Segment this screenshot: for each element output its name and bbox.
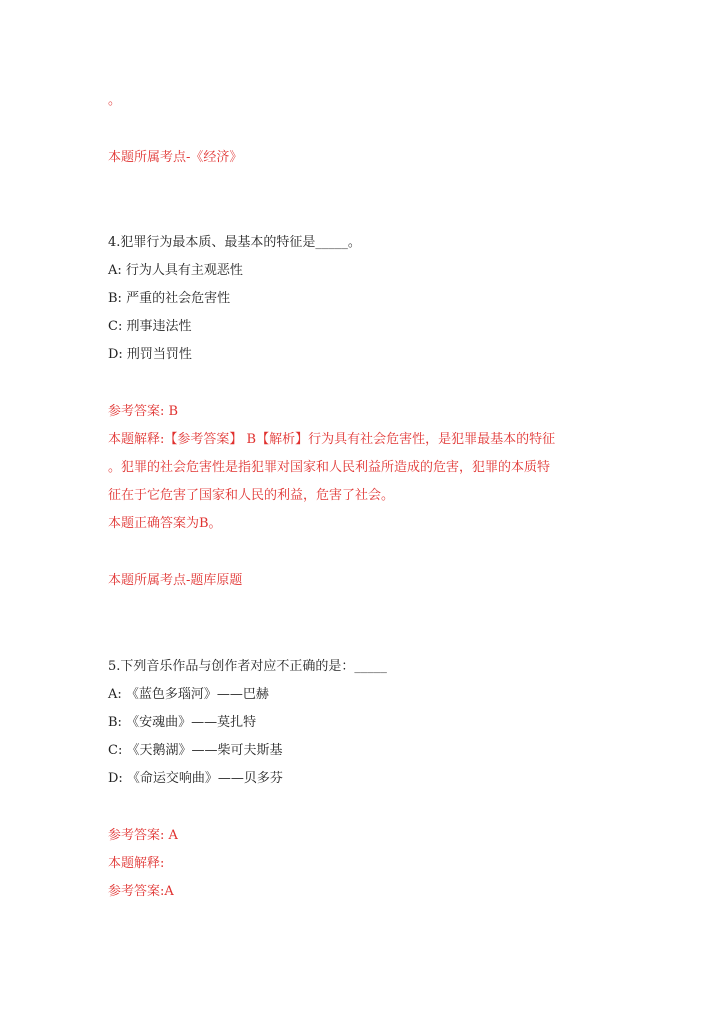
question-4-topic-line: 本题所属考点-题库原题 (108, 573, 243, 588)
question-5-explanation-label: 本题解释: (108, 856, 165, 871)
question-5-stem: 5.下列音乐作品与创作者对应不正确的是：_____ (108, 659, 387, 674)
leftover-text: 。 (108, 93, 122, 108)
question-5-option-a: A: 《蓝色多瑙河》——巴赫 (108, 687, 269, 702)
question-4-option-d: D: 刑罚当罚性 (108, 347, 192, 362)
question-4-explanation-line-3: 征在于它危害了国家和人民的利益，危害了社会。 (108, 488, 395, 503)
question-5-option-c: C: 《天鹅湖》——柴可夫斯基 (108, 743, 283, 758)
question-5-option-d: D: 《命运交响曲》——贝多芬 (108, 771, 283, 786)
question-4-option-a: A: 行为人具有主观恶性 (108, 263, 243, 278)
question-4-correct-answer: 本题正确答案为B。 (108, 516, 222, 531)
question-4-option-c: C: 刑事违法性 (108, 319, 192, 334)
question-4-explanation-line-1: 本题解释:【参考答案】 B【解析】行为具有社会危害性，是犯罪最基本的特征 (108, 432, 556, 447)
question-4-stem: 4.犯罪行为最本质、最基本的特征是_____。 (108, 235, 361, 250)
question-4-option-b: B: 严重的社会危害性 (108, 291, 231, 306)
question-5-answer: 参考答案: A (108, 828, 178, 843)
question-4-answer: 参考答案: B (108, 404, 179, 419)
question-4-explanation-line-2: 。犯罪的社会危害性是指犯罪对国家和人民利益所造成的危害，犯罪的本质特 (108, 460, 551, 475)
question-5-option-b: B: 《安魂曲》——莫扎特 (108, 715, 257, 730)
question-5-answer-repeat: 参考答案:A (108, 884, 174, 899)
topic-line-previous: 本题所属考点-《经济》 (108, 150, 243, 165)
